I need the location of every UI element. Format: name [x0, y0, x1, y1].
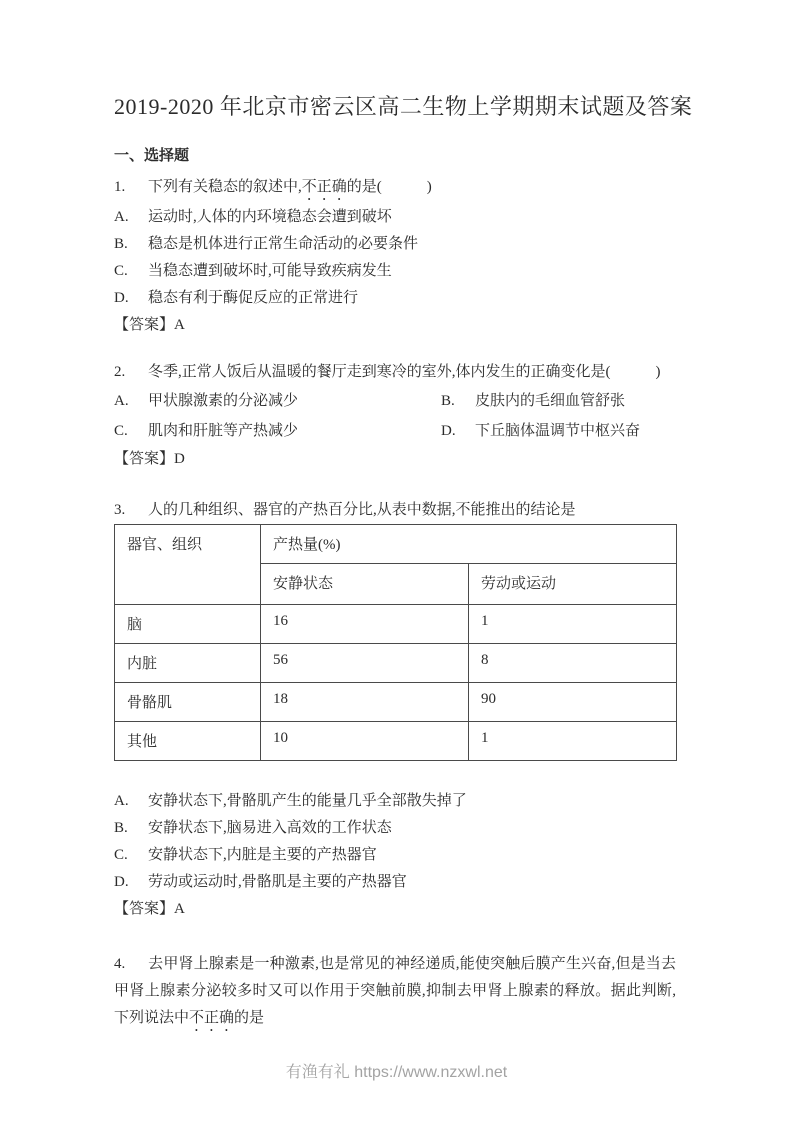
option-text: 安静状态下,脑易进入高效的工作状态	[148, 820, 392, 836]
table-row	[115, 605, 677, 644]
option-label: B.	[441, 393, 455, 409]
question-1-stem-after: 的是( )	[346, 179, 432, 195]
question-4-stem-emphasis: 不正确	[189, 1010, 235, 1026]
option-row	[114, 842, 676, 869]
option-text: 劳动或运动时,骨骼肌是主要的产热器官	[148, 874, 407, 890]
question-3-stem	[114, 497, 676, 524]
option-row	[114, 231, 676, 258]
question-1	[114, 174, 676, 339]
question-1-stem-text: 下列有关稳态的叙述中,	[148, 179, 302, 195]
table-subheader: 劳动或运动	[469, 564, 677, 605]
question-3-options	[114, 788, 676, 896]
question-2-options	[114, 386, 676, 446]
option-row	[441, 386, 676, 416]
option-text: 下丘脑体温调节中枢兴奋	[475, 423, 641, 439]
table-group-header: 产热量(%)	[261, 525, 677, 564]
question-4-stem	[114, 951, 676, 1035]
option-label: A.	[114, 393, 129, 409]
question-3-stem-text: 人的几种组织、器官的产热百分比,从表中数据,不能推出的结论是	[148, 502, 576, 518]
question-3-answer	[114, 896, 676, 923]
table-subheader: 安静状态	[261, 564, 469, 605]
table-cell-value: 1	[469, 605, 677, 644]
table-cell-value: 16	[261, 605, 469, 644]
option-row	[441, 416, 676, 446]
option-row	[114, 416, 441, 446]
option-text: 肌肉和肝脏等产热减少	[148, 423, 299, 439]
table-header-row	[115, 525, 677, 564]
option-label: B.	[114, 236, 128, 252]
option-text: 安静状态下,骨骼肌产生的能量几乎全部散失掉了	[148, 793, 467, 809]
option-row	[114, 258, 676, 285]
footer-text: 有渔有礼 https://www.nzxwl.net	[285, 1064, 508, 1081]
option-text: 皮肤内的毛细血管舒张	[475, 393, 626, 409]
question-2-number: 2.	[114, 364, 126, 380]
option-text: 当稳态遭到破坏时,可能导致疾病发生	[148, 263, 392, 279]
question-1-stem-emphasis: 不正确	[301, 179, 347, 195]
section-heading: 一、选择题	[114, 148, 190, 164]
option-label: A.	[114, 793, 129, 809]
option-label: C.	[114, 423, 128, 439]
table-cell-organ: 其他	[115, 722, 261, 761]
table-cell-value: 1	[469, 722, 677, 761]
answer-value: A	[174, 901, 185, 917]
page-footer	[0, 1062, 793, 1084]
option-label: D.	[114, 290, 129, 306]
option-text: 安静状态下,内脏是主要的产热器官	[148, 847, 377, 863]
table-row	[115, 722, 677, 761]
option-label: D.	[114, 874, 129, 890]
option-row	[114, 386, 441, 416]
question-2-stem	[114, 359, 676, 386]
table-cell-value: 18	[261, 683, 469, 722]
answer-label: 【答案】	[114, 451, 175, 467]
question-1-options	[114, 204, 676, 312]
option-label: D.	[441, 423, 456, 439]
table-cell-value: 10	[261, 722, 469, 761]
question-1-stem	[114, 174, 676, 204]
table-cell-organ: 骨骼肌	[115, 683, 261, 722]
question-3-number: 3.	[114, 502, 126, 518]
table-cell-value: 8	[469, 644, 677, 683]
answer-label: 【答案】	[114, 901, 175, 917]
table-cell-organ: 内脏	[115, 644, 261, 683]
doc-title: 2019-2020 年北京市密云区高二生物上学期期末试题及答案	[114, 94, 693, 119]
heat-production-table	[114, 524, 677, 761]
table-cell-organ: 脑	[115, 605, 261, 644]
question-1-number: 1.	[114, 179, 126, 195]
table-corner-header: 器官、组织	[115, 525, 261, 605]
table-row	[115, 644, 677, 683]
answer-value: D	[174, 451, 185, 467]
question-2-stem-text: 冬季,正常人饭后从温暖的餐厅走到寒冷的室外,体内发生的正确变化是( )	[148, 364, 661, 380]
answer-value: A	[174, 317, 185, 333]
option-label: C.	[114, 263, 128, 279]
option-text: 稳态是机体进行正常生命活动的必要条件	[148, 236, 419, 252]
question-2-answer	[114, 446, 676, 473]
page-content	[114, 0, 693, 1035]
option-row	[114, 285, 676, 312]
option-text: 甲状腺激素的分泌减少	[148, 393, 299, 409]
option-row	[114, 869, 676, 896]
question-3	[114, 497, 676, 923]
option-text: 稳态有利于酶促反应的正常进行	[148, 290, 359, 306]
table-cell-value: 90	[469, 683, 677, 722]
question-2	[114, 359, 676, 473]
answer-label: 【答案】	[114, 317, 175, 333]
option-label: C.	[114, 847, 128, 863]
option-label: B.	[114, 820, 128, 836]
question-4-stem-after: 的是	[234, 1010, 265, 1026]
option-label: A.	[114, 209, 129, 225]
question-1-answer	[114, 312, 676, 339]
question-4-number: 4.	[114, 956, 126, 972]
option-text: 运动时,人体的内环境稳态会遭到破坏	[148, 209, 392, 225]
option-row	[114, 788, 676, 815]
question-4	[114, 951, 676, 1035]
option-row	[114, 815, 676, 842]
table-row	[115, 683, 677, 722]
table-cell-value: 56	[261, 644, 469, 683]
question-4-stem-text: 去甲肾上腺素是一种激素,也是常见的神经递质,能使突触后膜产生兴奋,但是当去甲肾上腺素分泌较多时又可以作用于突触前膜,抑制去甲肾上腺素的释放。据此判断,下列说法中	[114, 956, 676, 1026]
option-row	[114, 204, 676, 231]
